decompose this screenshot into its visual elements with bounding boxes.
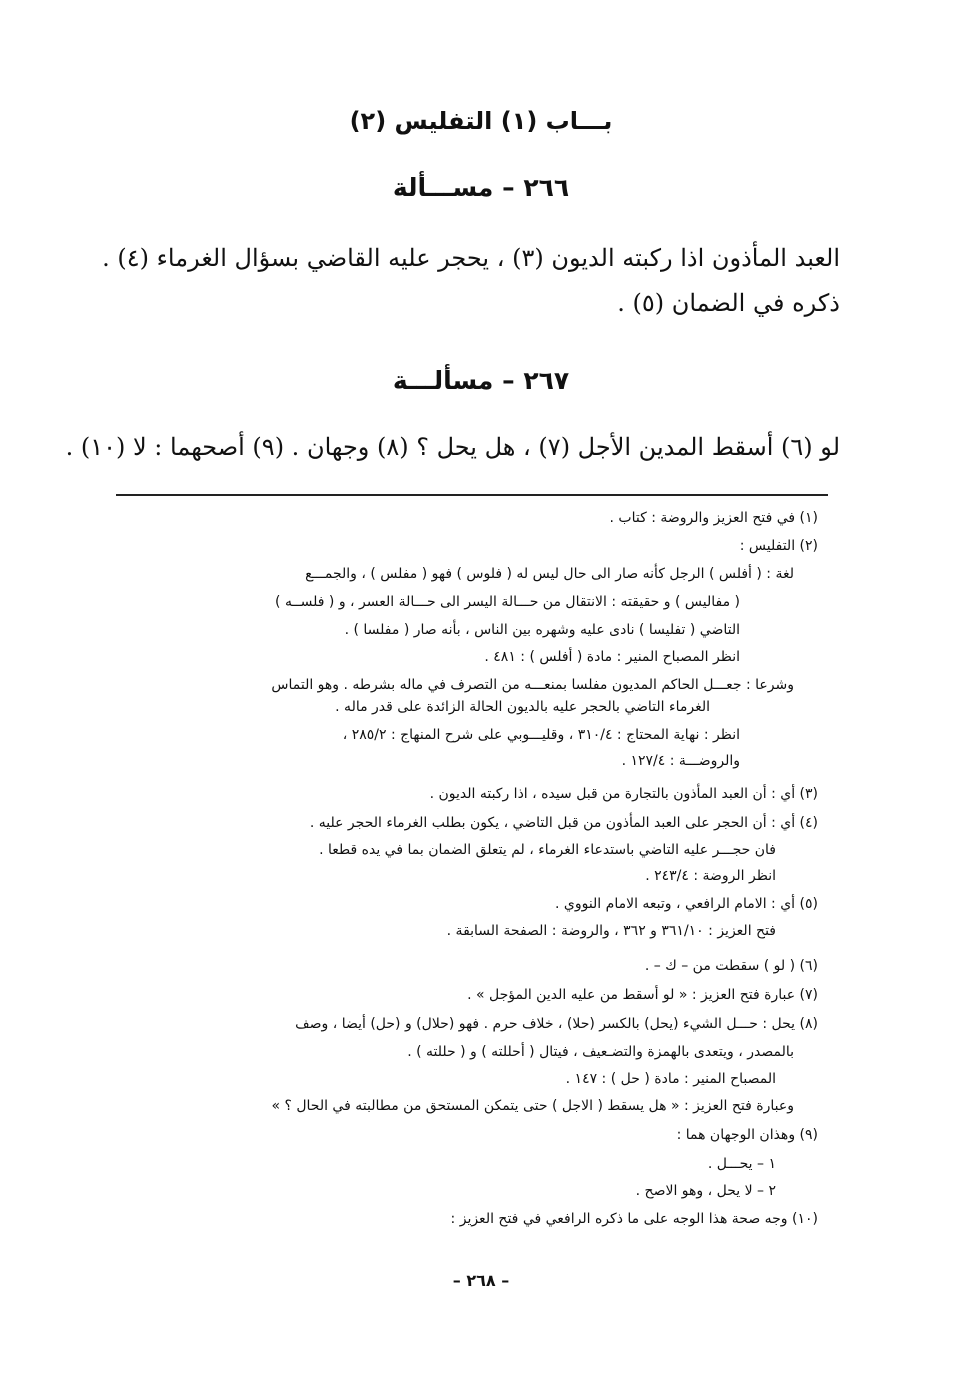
footnote-2-line: انظر المصباح المنير : مادة ( أفلس ) : ٤٨١ .	[484, 649, 740, 665]
footnote-10: (١٠) وجه صحة هذا الوجه على ما ذكره الرافعي في فتح العزيز :	[450, 1211, 818, 1227]
page-number: – ٢٦٨ –	[452, 1271, 510, 1290]
footnote-7: (٧) عبارة فتح العزيز : « لو أسقط من عليه الدين المؤجل » .	[467, 987, 818, 1003]
footnote-8-line: بالمصدر ، ويتعدى بالهمزة والتضـعيف ، فيتال ( أحللته ) و ( حللته ) .	[407, 1044, 794, 1060]
footnote-9: (٩) وهذان الوجهان هما :	[676, 1127, 818, 1143]
issue-267-text: لو (٦) أسقط المدين الأجل (٧) ، هل يحل ؟ (٨) وجهان . (٩) أصحهما : لا (١٠) .	[65, 433, 840, 461]
issue-267-heading: ٢٦٧ – مسألـــة	[392, 366, 570, 395]
footnote-2: (٢) التفليس :	[739, 538, 818, 554]
footnote-2-line: لغة : ( أفلس ) الرجل كأنه صار الى حال ليس له ( فلوس ) فهو ( مفلس ) ، والجمـــع	[305, 566, 794, 582]
footnote-8-line: المصباح المنير : مادة ( حل ) : ١٤٧ .	[565, 1071, 776, 1087]
issue-266-text-line-2: ذكره في الضمان (٥) .	[617, 289, 840, 317]
footnote-5-line: فتح العزيز : ٣٦١/١٠ و ٣٦٢ ، والروضة : الصفحة السابقة .	[446, 923, 776, 939]
footnote-6: (٦) ( لو ) سقطت من – ك – .	[644, 958, 818, 974]
footnote-9-line: ١ – يحـــل .	[707, 1156, 776, 1172]
footnote-2-line: انظر : نهاية المحتاج : ٣١٠/٤ ، وقليـــوبي على شرح المنهاج : ٢٨٥/٢ ،	[342, 727, 740, 743]
footnote-9-line: ٢ – لا يحل ، وهو الاصح .	[635, 1183, 776, 1199]
footnote-separator	[116, 494, 828, 496]
footnote-2-line: التاضي ( تفليسا ) نادى عليه وشهره بين الناس ، بأنه صار ( مفلسا ) .	[344, 622, 740, 638]
footnote-2-line: ( مفاليس ) و حقيقته : الانتقال من حـــالة اليسر الى حـــالة العسر ، و ( فلســه )	[275, 594, 740, 610]
footnote-2-line: الغرماء التاضي بالحجر عليه بالديون الحالة الزائدة على قدر ماله .	[335, 699, 710, 715]
issue-266-heading: ٢٦٦ – مســـألة	[392, 173, 570, 202]
footnote-8-line: وعبارة فتح العزيز : « هل يسقط ( الاجل ) حتى يتمكن المستحق من مطالبته في الحال ؟ »	[271, 1098, 794, 1114]
chapter-title: بـــاب (١) التفليس (٢)	[349, 107, 613, 135]
footnote-4-line: انظر الروضة : ٢٤٣/٤ .	[645, 868, 776, 884]
footnote-2-line: والروضـــة : ١٢٧/٤ .	[621, 753, 740, 769]
footnote-4-line: فان حجـــر عليه التاضي باستدعاء الغرماء ، لم يتعلق الضمان بما في يده قطعا .	[319, 842, 776, 858]
footnote-5: (٥) أي : الامام الرافعي ، وتبعه الامام النووي .	[554, 896, 818, 912]
issue-266-text-line-1: العبد المأذون اذا ركبته الديون (٣) ، يحجر عليه القاضي بسؤال الغرماء (٤) .	[102, 244, 840, 272]
footnote-3: (٣) أي : أن العبد المأذون بالتجارة من قبل سيده ، اذا ركبته الديون .	[429, 786, 818, 802]
footnote-2-line: وشرعا : جعـــل الحاكم المديون مفلسا بمنعـــه من التصرف في ماله بشرطه . وهو التماس	[271, 677, 794, 693]
footnote-8: (٨) يحل : حـــل الشيء (يحل) بالكسر (حلا) ، خلاف حرم . فهو (حلال) و (حل) أيضا ، وصف	[295, 1016, 818, 1032]
footnote-4: (٤) أي : أن الحجر على العبد المأذون من قبل التاضي ، يكون بطلب الغرماء الحجر عليه .	[309, 815, 818, 831]
footnote-1: (١) في فتح العزيز والروضة : كتاب .	[609, 510, 818, 526]
